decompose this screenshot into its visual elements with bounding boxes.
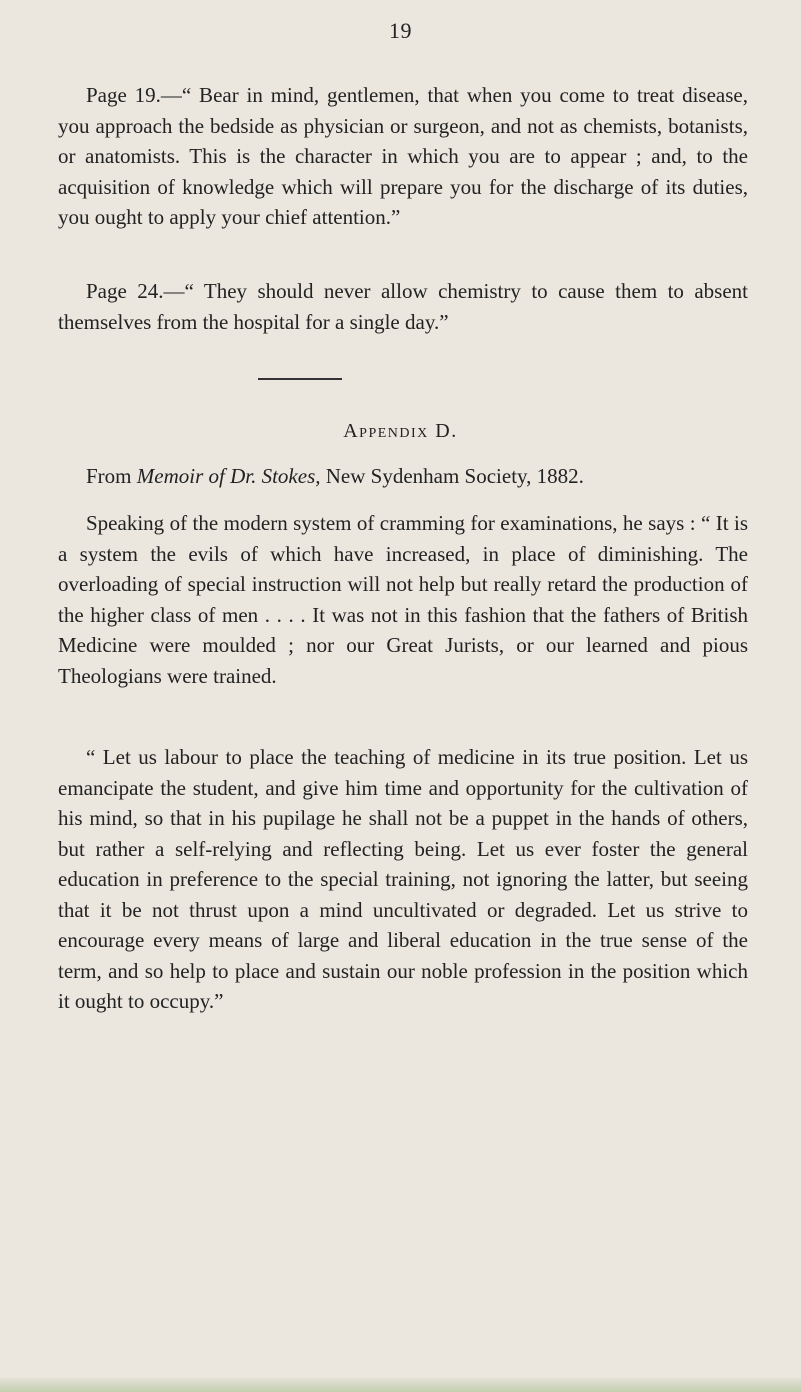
quote-label: Page 19.—: [86, 83, 182, 107]
page-edge-stain: [0, 1378, 801, 1392]
appendix-source: [58, 461, 748, 492]
appendix-heading: [0, 420, 801, 443]
source-title: Memoir of Dr. Stokes,: [136, 464, 321, 488]
quote-label: Page 24.—: [86, 279, 185, 303]
source-suffix: New Sydenham Society, 1882.: [320, 464, 584, 488]
page-number: 19: [389, 18, 412, 43]
quote-page-24: [58, 276, 748, 337]
quote-text: “ Bear in mind, gentlemen, that when you come to treat disease, you approach the bedside as physician or surgeon, and not as chemists, botanists, or anatomists. This is the character in which you are to appear ; and, to the acquisition of knowledge which will prepare you for the discharge of its duties, you ought to apply your chief attention.”: [58, 83, 748, 229]
appendix-title: Appendix D.: [343, 420, 458, 442]
appendix-paragraph-2: “ Let us labour to place the teaching of medicine in its true position. Let us emancipate the student, and give him time and opportunity for the cultivation of his mind, so that in his pupilage he shall not be a puppet in the hands of others, but rather a self-relying and reflecting being. Let us ever foster the general education in preference to the special training, not ignoring the latter, but seeing that it be not thrust upon a mind uncultivated or degraded. Let us strive to encourage every means of large and liberal education in the true sense of the term, and so help to place and sustain our noble profession in the position which it ought to occupy.”: [58, 745, 748, 1013]
quote-text: “ They should never allow chemistry to cause them to absent themselves from the hospital for a single day.”: [58, 279, 749, 334]
appendix-paragraph-1: Speaking of the modern system of cramming for examinations, he says : “ It is a system the evils of which have increased, in place of diminishing. The overloading of special instruction will not help but really retard the production of the higher class of men . . . . It was not in this fashion that the fathers of British Medicine were moulded ; nor our Great Jurists, or our learned and pious Theologians were trained.: [58, 511, 748, 688]
section-divider: [258, 378, 342, 380]
source-prefix: From: [86, 464, 137, 488]
quote-page-19: [58, 80, 748, 233]
